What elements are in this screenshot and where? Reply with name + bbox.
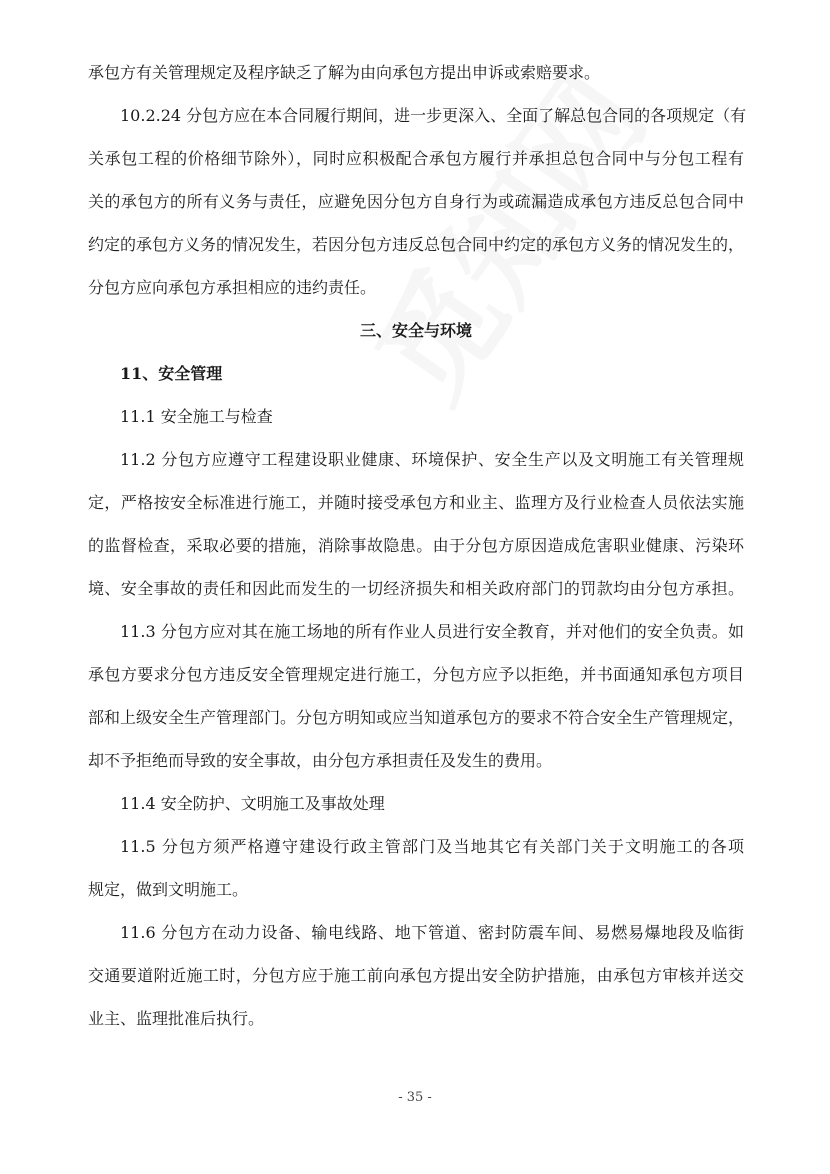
text-line: 却不予拒绝而导致的安全事故，由分包方承担责任及发生的费用。 — [88, 751, 553, 770]
document-body — [88, 56, 747, 1045]
text-line: 境、安全事故的责任和因此而发生的一切经济损失和相关政府部门的罚款均由分包方承担。 — [88, 579, 744, 598]
section-heading: 11、安全管理 — [120, 364, 223, 383]
text-line: 定，严格按安全标准进行施工，并随时接受承包方和业主、监理方及行业检查人员依法实施 — [88, 493, 744, 512]
text-line: 11.3 分包方应对其在施工场地的所有作业人员进行安全教育，并对他们的安全负责。如 — [120, 622, 744, 641]
page-number: - 35 - — [398, 1090, 432, 1105]
text-line: 11.6 分包方在动力设备、输电线路、地下管道、密封防震车间、易燃易爆地段及临街 — [120, 923, 744, 942]
text-line: 交通要道附近施工时，分包方应于施工前向承包方提出安全防护措施，由承包方审核并送交 — [88, 966, 744, 985]
text-line: 承包方有关管理规定及程序缺乏了解为由向承包方提出申诉或索赔要求。 — [88, 63, 601, 82]
text-line: 11.5 分包方须严格遵守建设行政主管部门及当地其它有关部门关于文明施工的各项 — [120, 837, 744, 856]
text-line: 约定的承包方义务的情况发生，若因分包方违反总包合同中约定的承包方义务的情况发生的， — [88, 235, 745, 254]
text-line: 部和上级安全生产管理部门。分包方明知或应当知道承包方的要求不符合安全生产管理规定， — [88, 708, 745, 727]
text-line: 11.4 安全防护、文明施工及事故处理 — [120, 794, 385, 813]
text-line: 业主、监理批准后执行。 — [88, 1009, 265, 1028]
text-line: 的监督检查，采取必要的措施，消除事故隐患。由于分包方原因造成危害职业健康、污染环 — [88, 536, 744, 555]
text-line: 11.2 分包方应遵守工程建设职业健康、环境保护、安全生产以及文明施工有关管理规 — [120, 450, 744, 469]
text-line: 11.1 安全施工与检查 — [120, 407, 273, 426]
text-line: 分包方应向承包方承担相应的违约责任。 — [88, 278, 377, 297]
text-line: 关的承包方的所有义务与责任，应避免因分包方自身行为或疏漏造成承包方违反总包合同中 — [88, 192, 744, 211]
section-heading: 三、安全与环境 — [359, 321, 472, 340]
text-line: 规定，做到文明施工。 — [88, 880, 249, 899]
text-line: 承包方要求分包方违反安全管理规定进行施工，分包方应予以拒绝，并书面通知承包方项目 — [88, 665, 744, 684]
text-line: 10.2.24 分包方应在本合同履行期间，进一步更深入、全面了解总包合同的各项规定（有 — [120, 106, 747, 125]
text-line: 关承包工程的价格细节除外），同时应积极配合承包方履行并承担总包合同中与分包工程有 — [88, 149, 744, 168]
